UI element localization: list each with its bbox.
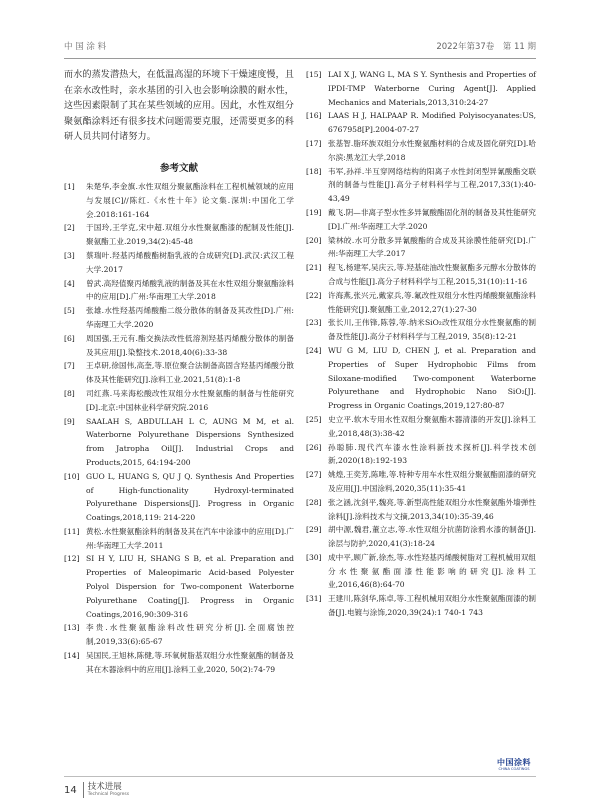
right-column <box>306 68 536 620</box>
footer-separator <box>83 782 84 798</box>
reference-item <box>64 304 294 332</box>
reference-number: [19] <box>306 207 322 217</box>
reference-number: [18] <box>306 166 322 176</box>
reference-number: [17] <box>306 138 322 148</box>
reference-number: [20] <box>306 235 322 245</box>
reference-text: 梁林皎.水可分散多异氰酸酯的合成及其涂膜性能研究[D].广州:华南理工大学.2017 <box>328 235 536 259</box>
journal-name: 中 国 涂 料 <box>64 42 107 52</box>
reference-text: 张基智.脂环族双组分水性聚氨酯材料的合成及固化研究[D].哈尔滨:黑龙江大学,2018 <box>328 138 536 162</box>
reference-item <box>306 551 536 592</box>
reference-text: 戴飞.阴—非离子型水性多异氰酸酯固化剂的制备及其性能研究[D].广州:华南理工大学.2020 <box>328 207 536 231</box>
reference-item <box>306 206 536 234</box>
section-name: 技术进展 <box>87 782 122 792</box>
journal-logo <box>488 756 540 774</box>
reference-number: [12] <box>64 554 80 564</box>
reference-item <box>64 387 294 415</box>
reference-number: [27] <box>306 470 322 480</box>
reference-item <box>306 316 536 344</box>
reference-item <box>306 234 536 262</box>
reference-item <box>306 344 536 413</box>
reference-number: [28] <box>306 497 322 507</box>
reference-text: 曾武.高羟值聚丙烯酸乳液的制备及其在水性双组分聚氨酯涂料中的应用[D].广州:华南理工大学.2018 <box>86 278 294 302</box>
reference-item <box>64 249 294 277</box>
reference-number: [25] <box>306 414 322 424</box>
reference-text: 孙聪肺.现代汽车漆水性涂料新技术探析[J].科学技术创新,2020(18):192-193 <box>328 442 536 466</box>
reference-number: [3] <box>64 250 75 260</box>
reference-item <box>306 68 536 109</box>
reference-item <box>64 470 294 525</box>
reference-item <box>64 415 294 470</box>
reference-item <box>306 289 536 317</box>
reference-number: [23] <box>306 318 322 328</box>
body-paragraph: 而水的蒸发潜热大，在低温高湿的环境下干燥速度慢，且在亲水改性时，亲水基团的引入也会影响涂膜的耐水性，这些因素限制了其在某些领域的应用。因此，水性双组分聚氨酯涂料还有很多技术问题需要克服，还需要更多的科研人员共同付诸努力。 <box>64 70 294 143</box>
reference-text: 张雄.水性羟基丙烯酸酯二级分散体的制备及其改性[D].广州:华南理工大学.2020 <box>86 306 294 329</box>
references-list-left <box>64 180 294 677</box>
reference-number: [14] <box>64 651 80 661</box>
reference-text: 王卓研,徐国伟,高奎,等.原位聚合法制备高固含羟基丙烯酸分散体及其性能研究[J].涂料工业.2021,51(8):1-8 <box>86 361 294 385</box>
reference-text: GUO L, HUANG S, QU J Q. Synthesis And Properties of High-functionality Hydroxyl-terminated Polyurethane Dispersions[J]. Progress in Organic Coatings,2018,119: 214-220 <box>86 471 294 523</box>
reference-number: [4] <box>64 278 75 288</box>
reference-item <box>306 523 536 551</box>
reference-item <box>306 137 536 165</box>
reference-item <box>306 413 536 441</box>
reference-number: [1] <box>64 181 75 191</box>
references-title: 参考文献 <box>159 162 198 174</box>
reference-text: SAALAH S, ABDULLAH L C, AUNG M M, et al. Waterborne Polyurethane Dispersions Synthesized from Jatropha Oil[J]. Industrial Crops and Products,2015, 64:194-200 <box>86 416 294 467</box>
reference-number: [21] <box>306 263 322 273</box>
reference-text: 张长川,王伟锋,陈蓉,等.纳米SiO₂改性双组分水性聚氨酯的制备及性能[J].高分子材料科学与工程,2019, 35(8):12-21 <box>328 318 536 342</box>
reference-item <box>306 468 536 496</box>
reference-item <box>306 496 536 524</box>
reference-number: [29] <box>306 525 322 535</box>
reference-text: SI H Y, LIU H, SHANG S B, et al. Preparation and Properties of Maleopimaric Acid-based Polyester Polyol Dispersion for Two-component Waterborne Polyurethane Coating[J]. Progress in Organic Coatings,2016,90:309-316 <box>86 554 294 619</box>
reference-text: 吴国民,王旭林,陈健,等.环氧树脂基双组分水性聚氨酯的制备及其在木器涂料中的应用[J].涂料工业,2020, 50(2):74-79 <box>86 651 294 674</box>
page-header <box>64 40 536 54</box>
section-name-en: Technical Progress <box>87 792 130 797</box>
reference-text: 于国玲,王学克,宋中超.双组分水性聚氨酯漆的配制及性能[J].聚氨酯工业.2019,34(2):45-48 <box>86 223 294 247</box>
page-number: 14 <box>64 784 77 796</box>
reference-number: [30] <box>306 552 322 562</box>
reference-text: 成中平,顾广新,徐杰,等.水性羟基丙烯酸树脂对工程机械用双组分水性聚氨酯面漆性能影响的研究[J].涂料工业,2016,46(8):64-70 <box>328 552 536 590</box>
reference-item <box>64 332 294 360</box>
reference-text: 张之涵,沈剑平,魏亮,等.新型高性能双组分水性聚氨酯外墙弹性涂料[J].涂料技术与文摘,2013,34(10):35-39,46 <box>328 497 536 521</box>
reference-number: [26] <box>306 442 322 452</box>
reference-item <box>306 592 536 620</box>
reference-item <box>64 621 294 649</box>
reference-text: 程飞,杨建军,吴庆云,等.羟基硅油改性聚氨酯多元醇水分散体的合成与性能[J].高分子材料科学与工程,2015,31(10):11-16 <box>328 263 536 286</box>
reference-item <box>64 359 294 387</box>
reference-item <box>64 277 294 305</box>
reference-number: [7] <box>64 361 75 371</box>
reference-text: 蔡瑞叶.羟基丙烯酸酯树脂乳液的合成研究[D].武汉:武汉工程大学.2017 <box>86 250 294 274</box>
reference-text: 朱楚华,李金旗.水性双组分聚氨酯涂料在工程机械领域的应用与发展[C]//陈红.《水性十年》论文集.深圳:中国化工学会.2018:161-164 <box>86 181 294 219</box>
reference-text: 王建川,陈剑华,陈卓,等.工程机械用双组分水性聚氨酯面漆的制备[J].电镀与涂饰,2020,39(24):1 740-1 743 <box>328 594 536 618</box>
reference-item <box>306 261 536 289</box>
logo-text: 中国涂料 <box>497 758 531 767</box>
reference-text: WU G M, LIU D, CHEN J, et al. Preparation and Properties of Super Hydrophobic Films from Siloxane-modified Two-component Waterborne Polyurethane and Hydrophobic Nano SiO₂[J]. Progress in Organic Coatings,2019,127:80-87 <box>328 345 536 411</box>
reference-item <box>64 525 294 553</box>
section-label <box>88 782 129 798</box>
reference-number: [8] <box>64 388 75 398</box>
reference-number: [6] <box>64 333 75 343</box>
reference-number: [31] <box>306 594 322 604</box>
reference-item <box>306 109 536 137</box>
issue-info: 2022年第37卷 第 11 期 <box>436 42 536 52</box>
reference-number: [24] <box>306 345 322 355</box>
reference-number: [13] <box>64 623 80 633</box>
reference-text: 黄松.水性聚氨酯涂料的制备及其在汽车中涂漆中的应用[D].广州:华南理工大学.2011 <box>86 526 294 550</box>
reference-number: [9] <box>64 416 75 426</box>
header-divider <box>64 58 536 59</box>
logo-subtext: CHINA COATINGS <box>498 767 530 771</box>
reference-text: LAAS H J, HALPAAP R. Modified Polyisocyanates:US, 6767958[P].2004-07-27 <box>328 111 536 135</box>
reference-item <box>306 441 536 469</box>
reference-text: 胡中源,魏君,董立志,等.水性双组分抗菌防涂鸦水漆的制备[J].涂层与防护,2020,41(3):18-24 <box>328 525 536 549</box>
reference-number: [2] <box>64 223 75 233</box>
reference-number: [22] <box>306 290 322 300</box>
reference-number: [11] <box>64 526 80 536</box>
reference-item <box>64 180 294 221</box>
reference-number: [5] <box>64 306 75 316</box>
reference-text: 史立平.软木专用水性双组分聚氨酯木器清漆的开发[J].涂料工业,2018,48(3):38-42 <box>328 414 536 438</box>
footer-divider <box>64 776 536 777</box>
reference-text: 周国强,王元有.酯交换法改性低溶剂羟基丙烯酸分散体的制备及其应用[J].染整技术.2018,40(6):33-38 <box>86 333 294 357</box>
reference-text: 李贵.水性聚氨酯涂料改性研究分析[J].全面腐蚀控制,2019,33(6):65-67 <box>86 623 294 647</box>
page-footer <box>64 780 129 800</box>
reference-number: [15] <box>306 70 322 79</box>
reference-number: [10] <box>64 471 80 481</box>
reference-text: 韦军,孙祥.半互穿网络结构的阳离子水性封闭型异氰酸酯交联剂的制备与性能[J].高分子材料科学与工程,2017,33(1):40-43,49 <box>328 166 536 204</box>
left-column <box>64 68 294 677</box>
reference-text: 司红燕.马来海松酸改性双组分水性聚氨酯的制备与性能研究[D].北京:中国林业科学研究院.2016 <box>86 388 294 412</box>
reference-text: 许海燕,张兴元,戴家兵,等.氟改性双组分水性丙烯酸聚氨酯涂料性能研究[J].聚氨酯工业,2012,27(1):27-30 <box>328 290 536 314</box>
reference-text: LAI X J, WANG L, MA S Y. Synthesis and Properties of IPDI-TMP Waterborne Curing Agent[J]. Applied Mechanics and Materials,2013,310:24-27 <box>328 70 536 107</box>
reference-item <box>306 165 536 206</box>
reference-item <box>64 552 294 621</box>
reference-item <box>64 221 294 249</box>
reference-number: [16] <box>306 111 322 121</box>
references-list-right <box>306 68 536 620</box>
reference-text: 姚煌,王奕芳,陈唯,等.特种专用车水性双组分聚氨酯面漆的研究及应用[J].中国涂料,2020,35(11):35-41 <box>328 470 536 493</box>
reference-item <box>64 649 294 677</box>
